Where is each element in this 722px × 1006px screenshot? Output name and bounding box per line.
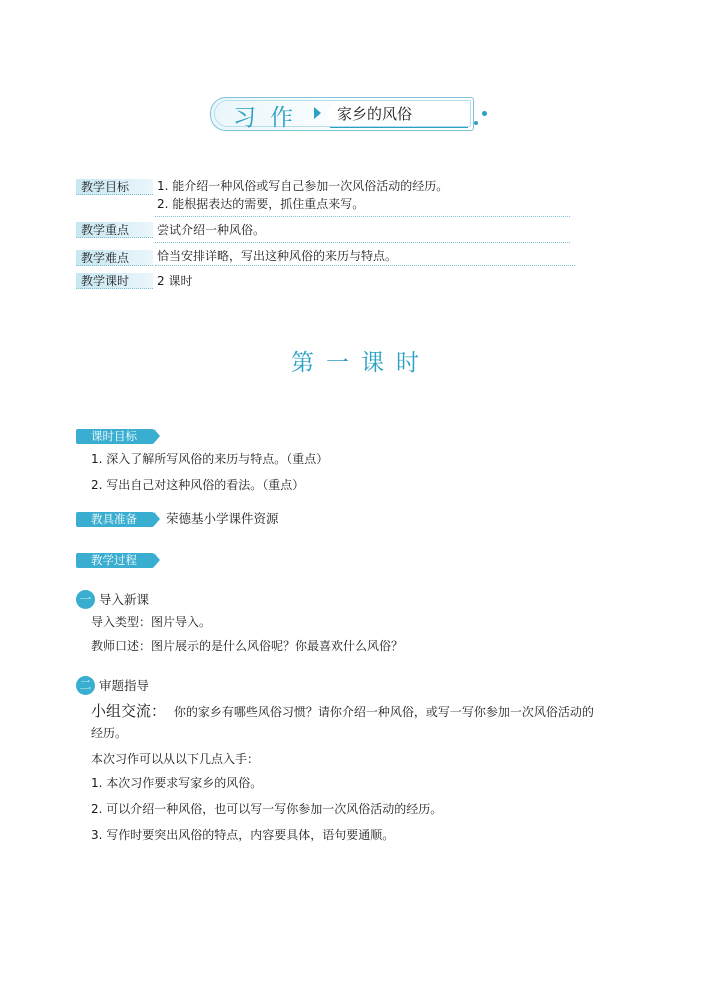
section-number-badge: 一: [76, 590, 95, 609]
decor-dot-icon: [482, 111, 487, 116]
preparation-label: 教具准备: [76, 512, 154, 527]
objective-item: 1. 深入了解所写风俗的来历与特点。（重点）: [91, 452, 329, 466]
objectives-label: 课时目标: [76, 429, 154, 444]
divider: [155, 216, 570, 217]
divider: [155, 265, 575, 266]
info-label-periods: 教学课时: [76, 273, 153, 289]
divider: [155, 242, 570, 243]
lesson-title: 第一课时: [291, 350, 431, 376]
info-label-goals: 教学目标: [76, 179, 153, 195]
section-line: 教师口述：图片展示的是什么风俗呢？你最喜欢什么风俗？: [91, 639, 404, 653]
info-value-difficulty: 恰当安排详略，写出这种风俗的来历与特点。: [157, 249, 398, 263]
section-line: 本次习作可以从以下几点入手：: [91, 752, 260, 766]
header-arrow-icon: [314, 107, 321, 119]
group-discussion-label: 小组交流：: [91, 702, 167, 720]
process-label: 教学过程: [76, 553, 154, 568]
group-discussion-text-cont: 经历。: [91, 726, 128, 740]
section-title: 审题指导: [99, 678, 150, 693]
header-subtitle: 家乡的风俗: [327, 103, 468, 125]
section-line: 导入类型：图片导入。: [91, 615, 212, 629]
header-underline: [330, 127, 468, 128]
section-line: 1. 本次习作要求写家乡的风俗。: [91, 776, 263, 790]
section-line: 2. 可以介绍一种风俗，也可以写一写你参加一次风俗活动的经历。: [91, 802, 443, 816]
info-value-goals-1: 1. 能介绍一种风俗或写自己参加一次风俗活动的经历。: [157, 179, 449, 193]
group-discussion-line: [91, 703, 594, 720]
preparation-text: 荣德基小学课件资源: [166, 511, 279, 526]
info-value-focus: 尝试介绍一种风俗。: [157, 223, 266, 237]
header-title: 习作: [233, 105, 307, 131]
section-number-badge: 二: [76, 676, 95, 695]
info-label-difficulty: 教学难点: [76, 250, 153, 266]
decor-dot-icon: [474, 121, 478, 125]
info-value-goals-2: 2. 能根据表达的需要，抓住重点来写。: [157, 197, 365, 211]
objective-item: 2. 写出自己对这种风俗的看法。（重点）: [91, 478, 305, 492]
group-discussion-text: 你的家乡有哪些风俗习惯？请你介绍一种风俗，或写一写你参加一次风俗活动的: [173, 705, 594, 719]
info-label-focus: 教学重点: [76, 222, 153, 238]
section-line: 3. 写作时要突出风俗的特点，内容要具体，语句要通顺。: [91, 828, 395, 842]
section-title: 导入新课: [99, 592, 150, 607]
info-value-periods: 2 课时: [157, 274, 193, 288]
